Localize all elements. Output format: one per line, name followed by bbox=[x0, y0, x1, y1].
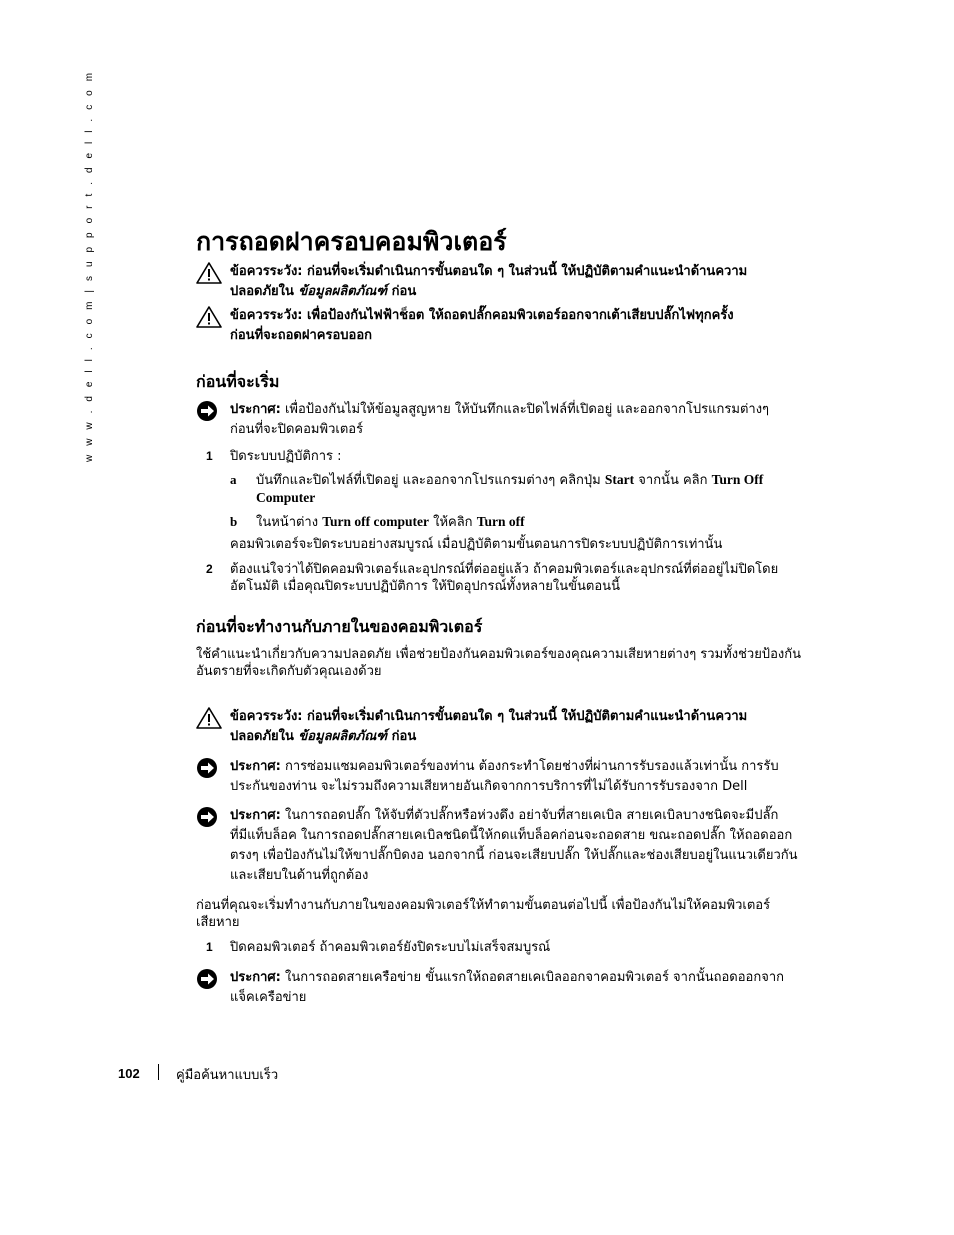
caution-text-line1: ก่อนที่จะเริ่มดำเนินการขั้นตอนใด ๆ ในส่วนนี้ ให้ปฏิบัติตามคำแนะนำด้านความ bbox=[307, 264, 748, 279]
step-text: ปิดระบบปฏิบัติการ : bbox=[230, 449, 342, 464]
notice-text-line2: ประกันของท่าน จะไม่รวมถึงความเสียหายอันเกิดจากการบริการที่ไม่ได้รับการรับรองจาก Dell bbox=[230, 779, 748, 794]
safety-intro-line1: ใช้คำแนะนำเกี่ยวกับความปลอดภัย เพื่อช่วยป้องกันคอมพิวเตอร์ของคุณความเสียหายต่างๆ รวมทั้งช่วยป้องกัน bbox=[196, 647, 801, 662]
caution-text-line1: เพื่อป้องกันไฟฟ้าช็อต ให้ถอดปลั๊กคอมพิวเตอร์ออกจากเต้าเสียบปลั๊กไฟทุกครั้ง bbox=[307, 308, 734, 323]
substep-letter: a bbox=[230, 472, 237, 487]
step-number: 1 bbox=[206, 940, 213, 954]
section-heading-before-you-begin: ก่อนที่จะเริ่ม bbox=[196, 372, 280, 391]
notice-block-cable bbox=[196, 806, 816, 886]
notice-block-data-loss bbox=[196, 400, 816, 440]
substep-text-pre: บันทึกและปิดไฟล์ที่เปิดอยู่ และออกจากโปรแกรมต่างๆ คลิกปุ่ม bbox=[256, 473, 605, 488]
warning-icon bbox=[196, 306, 222, 328]
step-shutdown-os bbox=[206, 448, 806, 465]
notice-label: ประกาศ: bbox=[230, 970, 281, 985]
product-info-reference: ข้อมูลผลิตภัณฑ์ bbox=[298, 284, 388, 299]
notice-label: ประกาศ: bbox=[230, 759, 281, 774]
notice-text-line1: ในการถอดปลั๊ก ให้จับที่ตัวปลั๊กหรือห่วงดึง อย่าจับที่สายเคเบิล สายเคเบิลบางชนิดจะมีปลั๊ก bbox=[284, 808, 779, 823]
warning-icon bbox=[196, 707, 222, 729]
notice-icon bbox=[196, 806, 222, 828]
turn-off-computer-window-reference: Turn off computer bbox=[322, 514, 429, 529]
caution-label: ข้อควรระวัง: bbox=[230, 709, 303, 724]
step-text-line2: อัตโนมัติ เมื่อคุณปิดระบบปฏิบัติการ ให้ปิดอุปกรณ์ทั้งหลายในขั้นตอนนี้ bbox=[230, 579, 620, 594]
substep-a bbox=[230, 471, 810, 506]
notice-text-line4: และเสียบในด้านที่ถูกต้อง bbox=[230, 868, 369, 883]
notice-text-line1: การซ่อมแซมคอมพิวเตอร์ของท่าน ต้องกระทำโดยช่างที่ผ่านการรับรองแล้วเท่านั้น การรับ bbox=[284, 759, 779, 774]
notice-text-line2: ก่อนที่จะปิดคอมพิวเตอร์ bbox=[230, 422, 364, 437]
notice-text-line2: แจ็คเครือข่าย bbox=[230, 990, 307, 1005]
computer-reference: Computer bbox=[256, 490, 316, 505]
notice-block-service bbox=[196, 757, 816, 797]
shutdown-complete-note: คอมพิวเตอร์จะปิดระบบอย่างสมบูรณ์ เมื่อปฏิบัติตามขั้นตอนการปิดระบบปฏิบัติการเท่านั้น bbox=[230, 537, 723, 552]
caution-block-1 bbox=[196, 262, 816, 302]
prepare-paragraph bbox=[196, 897, 818, 931]
start-button-reference: Start bbox=[604, 472, 635, 487]
substep-text-mid: จากนั้น คลิก bbox=[634, 473, 712, 488]
substep-b bbox=[230, 513, 810, 531]
notice-block-network bbox=[196, 968, 816, 1008]
step-number: 1 bbox=[206, 449, 213, 463]
safety-intro-line2: อันตรายที่จะเกิดกับตัวคุณเองด้วย bbox=[196, 664, 382, 679]
notice-text-line1: ในการถอดสายเครือข่าย ขั้นแรกให้ถอดสายเคเบิลออกจาคอมพิวเตอร์ จากนั้นถอดออกจาก bbox=[284, 970, 785, 985]
caution-text-line2-post: ก่อน bbox=[387, 729, 417, 744]
caution-text-line2-post: ก่อน bbox=[387, 284, 417, 299]
substep-text-mid: ให้คลิก bbox=[428, 515, 477, 530]
page-title: การถอดฝาครอบคอมพิวเตอร์ bbox=[196, 227, 507, 256]
step-text: ปิดคอมพิวเตอร์ ถ้าคอมพิวเตอร์ยังปิดระบบไม่เสร็จสมบูรณ์ bbox=[230, 940, 551, 955]
step-turn-off-computer bbox=[206, 939, 806, 956]
caution-label: ข้อควรระวัง: bbox=[230, 308, 303, 323]
caution-text-line1: ก่อนที่จะเริ่มดำเนินการขั้นตอนใด ๆ ในส่วนนี้ ให้ปฏิบัติตามคำแนะนำด้านความ bbox=[307, 709, 748, 724]
footer-divider bbox=[158, 1064, 159, 1080]
turn-off-option-reference: Turn off bbox=[476, 514, 525, 529]
substep-text-pre: ในหน้าต่าง bbox=[256, 515, 323, 530]
notice-text-line1: เพื่อป้องกันไม่ให้ข้อมูลสูญหาย ให้บันทึกและปิดไฟล์ที่เปิดอยู่ และออกจากโปรแกรมต่างๆ bbox=[284, 402, 770, 417]
notice-label: ประกาศ: bbox=[230, 808, 281, 823]
step-number: 2 bbox=[206, 562, 213, 576]
safety-intro bbox=[196, 646, 818, 680]
turn-off-reference: Turn Off bbox=[711, 472, 764, 487]
notice-icon bbox=[196, 757, 222, 779]
product-info-reference: ข้อมูลผลิตภัณฑ์ bbox=[298, 729, 388, 744]
caution-block-3 bbox=[196, 707, 816, 747]
notice-text-line3: ตรงๆ เพื่อป้องกันไม่ให้ขาปลั๊กบิดงอ นอกจากนี้ ก่อนจะเสียบปลั๊ก ให้ปลั๊กและช่องเสียบอยู่ในแนวเดียวกัน bbox=[230, 848, 798, 863]
caution-block-2 bbox=[196, 306, 816, 346]
step-turn-off-devices bbox=[206, 561, 806, 595]
step-text-line1: ต้องแน่ใจว่าได้ปิดคอมพิวเตอร์และอุปกรณ์ที่ต่ออยู่แล้ว ถ้าคอมพิวเตอร์และอุปกรณ์ที่ต่ออยู่ไม่ปิดโดย bbox=[230, 562, 779, 577]
caution-text-line2-pre: ปลอดภัยใน bbox=[230, 729, 299, 744]
prepare-paragraph-line1: ก่อนที่คุณจะเริ่มทำงานกับภายในของคอมพิวเตอร์ให้ทำตามขั้นตอนต่อไปนี้ เพื่อป้องกันไม่ให้คอมพิวเตอร์ bbox=[196, 898, 771, 913]
notice-label: ประกาศ: bbox=[230, 402, 281, 417]
notice-text-line2: ที่มีแท็บล็อค ในการถอดปลั๊กสายเคเบิลชนิดนี้ให้กดแท็บล็อคก่อนจะถอดสาย ขณะถอดปลั๊ก ให้ถอดออก bbox=[230, 828, 793, 843]
notice-icon bbox=[196, 400, 222, 422]
footer-title: คู่มือค้นหาแบบเร็ว bbox=[176, 1068, 279, 1083]
caution-text-line2-pre: ปลอดภัยใน bbox=[230, 284, 299, 299]
warning-icon bbox=[196, 262, 222, 284]
page-number: 102 bbox=[118, 1066, 140, 1081]
sidebar-url: w w w . d e l l . c o m | s u p p o r t . d e l l . c o m bbox=[84, 69, 95, 462]
notice-icon bbox=[196, 968, 222, 990]
section-heading-before-working-inside: ก่อนที่จะทำงานกับภายในของคอมพิวเตอร์ bbox=[196, 617, 483, 636]
substep-letter: b bbox=[230, 514, 238, 529]
caution-text-line2: ก่อนที่จะถอดฝาครอบออก bbox=[230, 328, 372, 343]
prepare-paragraph-line2: เสียหาย bbox=[196, 915, 240, 930]
caution-label: ข้อควรระวัง: bbox=[230, 264, 303, 279]
